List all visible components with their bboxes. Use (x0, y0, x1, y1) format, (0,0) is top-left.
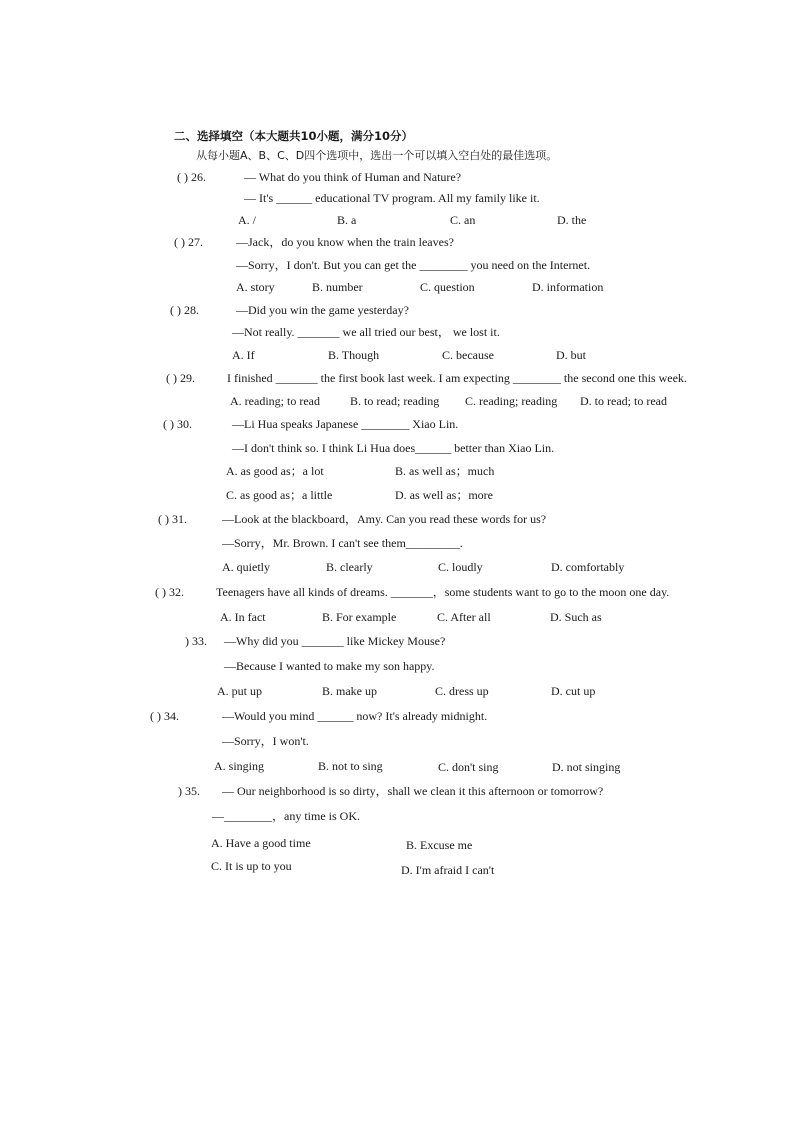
question-stem: —Sorry，I don't. But you can get the ________ you need on the Internet. (236, 258, 591, 272)
option-c: C. reading; reading (465, 394, 558, 408)
option-c: C. an (450, 213, 476, 227)
question-stem: —Why did you _______ like Mickey Mouse? (224, 634, 446, 648)
question-stem: —Sorry，Mr. Brown. I can't see them_________. (222, 536, 463, 550)
option-a: A. put up (217, 684, 262, 698)
question-stem: — What do you think of Human and Nature? (244, 170, 462, 184)
section-title: 二、选择填空（本大题共10小题，满分10分） (174, 129, 414, 143)
option-b: B. to read; reading (350, 394, 440, 408)
question-stem: — Our neighborhood is so dirty，shall we clean it this afternoon or tomorrow? (222, 784, 604, 798)
question-label: ) 33. (185, 634, 207, 648)
question-stem: —I don't think so. I think Li Hua does______ better than Xiao Lin. (232, 441, 555, 455)
question-stem: —Jack，do you know when the train leaves? (236, 235, 454, 249)
option-c: C. as good as；a little (226, 488, 333, 502)
option-d: D. Such as (550, 610, 602, 624)
option-a: A. story (236, 280, 275, 294)
option-c: C. because (442, 348, 494, 362)
option-d: D. I'm afraid I can't (401, 863, 495, 877)
option-b: B. a (337, 213, 357, 227)
option-c: C. loudly (438, 560, 483, 574)
option-d: D. to read; to read (580, 394, 667, 408)
question-stem: — It's ______ educational TV program. All my family like it. (244, 191, 540, 205)
question-label: ( ) 30. (163, 417, 192, 431)
option-c: C. don't sing (438, 760, 499, 774)
option-a: A. as good as；a lot (226, 464, 324, 478)
section-instruction: 从每小题A、B、C、D四个选项中，选出一个可以填入空白处的最佳选项。 (196, 149, 558, 162)
option-b: B. not to sing (318, 759, 383, 773)
question-stem: —Did you win the game yesterday? (236, 303, 409, 317)
question-label: ) 35. (178, 784, 200, 798)
option-d: D. the (557, 213, 587, 227)
question-stem: —________，any time is OK. (212, 809, 360, 823)
question-stem: —Would you mind ______ now? It's already midnight. (222, 709, 488, 723)
option-d: D. but (556, 348, 586, 362)
option-c: C. question (420, 280, 475, 294)
option-c: C. After all (437, 610, 491, 624)
option-a: A. Have a good time (211, 836, 311, 850)
option-b: B. Excuse me (406, 838, 473, 852)
question-label: ( ) 31. (158, 512, 187, 526)
question-label: ( ) 28. (170, 303, 199, 317)
question-stem: —Li Hua speaks Japanese ________ Xiao Lin. (232, 417, 459, 431)
question-stem: Teenagers have all kinds of dreams. _______，some students want to go to the moon one day. (216, 585, 670, 599)
question-stem: —Sorry，I won't. (222, 734, 309, 748)
option-b: B. number (312, 280, 363, 294)
option-c: C. dress up (435, 684, 489, 698)
question-label: ( ) 26. (177, 170, 206, 184)
option-b: B. clearly (326, 560, 373, 574)
question-stem: —Look at the blackboard，Amy. Can you read these words for us? (222, 512, 547, 526)
option-d: D. comfortably (551, 560, 625, 574)
question-stem: —Not really. _______ we all tried our best， we lost it. (232, 325, 500, 339)
option-b: B. For example (322, 610, 397, 624)
question-label: ( ) 27. (174, 235, 203, 249)
option-d: D. cut up (551, 684, 596, 698)
option-d: D. information (532, 280, 604, 294)
question-stem: —Because I wanted to make my son happy. (224, 659, 435, 673)
option-a: A. quietly (222, 560, 270, 574)
question-label: ( ) 34. (150, 709, 179, 723)
option-a: A. singing (214, 759, 265, 773)
question-label: ( ) 32. (155, 585, 184, 599)
option-c: C. It is up to you (211, 859, 292, 873)
option-a: A. / (238, 213, 256, 227)
option-d: D. not singing (552, 760, 621, 774)
option-b: B. make up (322, 684, 377, 698)
option-b: B. as well as；much (395, 464, 495, 478)
option-a: A. If (232, 348, 255, 362)
question-stem: I finished _______ the first book last week. I am expecting ________ the second one this week. (227, 371, 687, 385)
question-label: ( ) 29. (166, 371, 195, 385)
option-a: A. reading; to read (230, 394, 320, 408)
option-a: A. In fact (220, 610, 266, 624)
option-d: D. as well as；more (395, 488, 493, 502)
option-b: B. Though (328, 348, 380, 362)
